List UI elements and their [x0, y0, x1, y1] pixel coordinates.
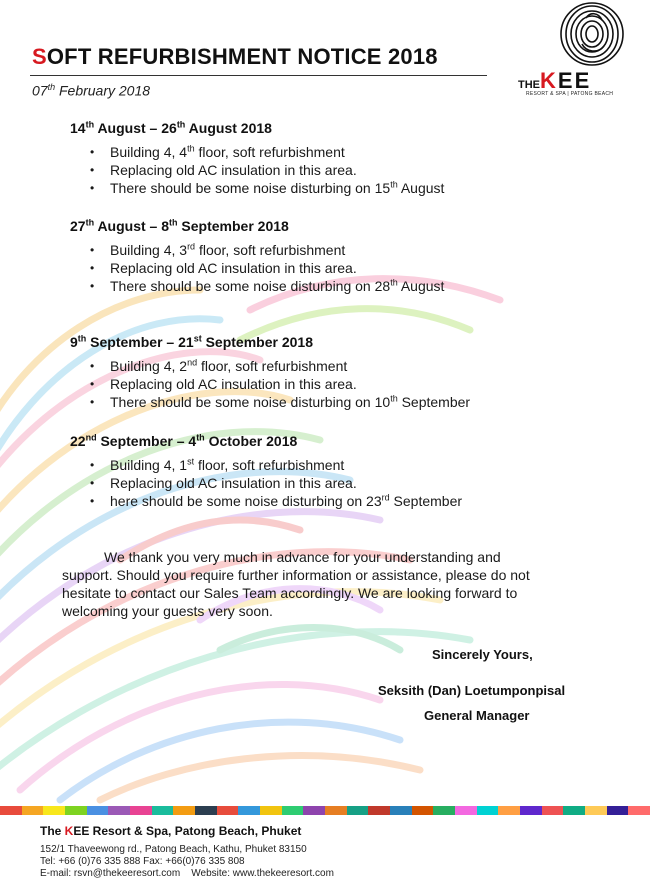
notice-section	[70, 218, 590, 295]
color-strip-segment	[347, 806, 369, 815]
signature-closing: Sincerely Yours,	[432, 647, 533, 662]
page-title	[32, 44, 438, 70]
date-day: 07	[32, 82, 48, 99]
bullet-item: • Building 4, 3rd floor, soft refurbishment	[90, 241, 590, 259]
section-heading: 9th September – 21st September 2018	[70, 333, 313, 350]
bullet-item: • There should be some noise disturbing on 28th August	[90, 277, 590, 295]
color-strip-segment	[303, 806, 325, 815]
title-text: OFT REFURBISHMENT NOTICE 2018	[46, 44, 438, 69]
paragraph-line: We thank you very much in advance for your understanding and	[104, 549, 501, 565]
color-strip-segment	[282, 806, 304, 815]
notice-section	[70, 120, 590, 197]
title-initial: S	[32, 44, 47, 69]
color-strip-segment	[195, 806, 217, 815]
date-month-year: February 2018	[55, 82, 151, 99]
color-strip-segment	[325, 806, 347, 815]
color-strip-segment	[563, 806, 585, 815]
bullet-item: • Building 4, 4th floor, soft refurbishment	[90, 143, 590, 161]
notice-date	[32, 82, 150, 99]
color-strip-segment	[152, 806, 174, 815]
logo-the: THE	[518, 79, 540, 91]
color-strip-segment	[520, 806, 542, 815]
footer-address: 152/1 Thaveewong rd., Patong Beach, Kathu, Phuket 83150	[40, 844, 307, 855]
logo-tagline: RESORT & SPA | PATONG BEACH	[526, 91, 614, 97]
section-bullets	[70, 357, 590, 411]
bullet-item: • Replacing old AC insulation in this area.	[90, 259, 590, 277]
signature-name: Seksith (Dan) Loetumponpisal	[378, 683, 566, 698]
bullet-item: • There should be some noise disturbing on 15th August	[90, 179, 590, 197]
section-bullets	[70, 241, 590, 295]
paragraph-line: hesitate to contact our Sales Team accordingly. We are looking forward to	[62, 585, 518, 601]
color-strip-segment	[433, 806, 455, 815]
color-strip-segment	[542, 806, 564, 815]
color-strip-segment	[238, 806, 260, 815]
color-strip-segment	[130, 806, 152, 815]
footer-resort-name: The KEE Resort & Spa, Patong Beach, Phuket	[40, 824, 302, 838]
color-strip-segment	[22, 806, 44, 815]
footer	[40, 824, 620, 880]
bullet-item: • Building 4, 2nd floor, soft refurbishment	[90, 357, 590, 375]
date-suffix: th	[47, 82, 56, 92]
logo-ee: EE	[557, 68, 592, 93]
color-strip-segment	[87, 806, 109, 815]
color-strip-segment	[412, 806, 434, 815]
color-strip	[0, 806, 650, 815]
notice-section	[70, 334, 590, 411]
footer-phone: Tel: +66 (0)76 335 888 Fax: +66(0)76 335 808	[40, 856, 245, 867]
color-strip-segment	[628, 806, 650, 815]
title-divider	[30, 75, 487, 76]
section-bullets	[70, 143, 590, 197]
color-strip-segment	[217, 806, 239, 815]
color-strip-segment	[455, 806, 477, 815]
bullet-item: • Replacing old AC insulation in this area.	[90, 161, 590, 179]
section-bullets	[70, 456, 590, 510]
color-strip-segment	[65, 806, 87, 815]
color-strip-segment	[585, 806, 607, 815]
color-strip-segment	[498, 806, 520, 815]
footer-contact: E-mail: rsvn@thekeeresort.com Website: www.thekeeresort.com	[40, 868, 334, 879]
paragraph-line: welcoming your guests very soon.	[62, 603, 273, 619]
bullet-item: • Replacing old AC insulation in this area.	[90, 474, 590, 492]
paragraph-line: support. Should you require further information or assistance, please do not	[62, 567, 530, 583]
notice-section	[70, 433, 590, 510]
bullet-item: • There should be some noise disturbing on 10th September	[90, 393, 590, 411]
color-strip-segment	[260, 806, 282, 815]
color-strip-segment	[173, 806, 195, 815]
section-heading: 27th August – 8th September 2018	[70, 217, 289, 234]
thank-you-paragraph	[62, 548, 582, 620]
fingerprint-icon	[552, 0, 632, 68]
color-strip-segment	[0, 806, 22, 815]
section-heading: 14th August – 26th August 2018	[70, 119, 272, 136]
section-heading: 22nd September – 4th October 2018	[70, 432, 298, 449]
bullet-item: • here should be some noise disturbing on 23rd September	[90, 492, 590, 510]
color-strip-segment	[607, 806, 629, 815]
color-strip-segment	[477, 806, 499, 815]
bullet-item: • Building 4, 1st floor, soft refurbishment	[90, 456, 590, 474]
color-strip-segment	[390, 806, 412, 815]
color-strip-segment	[43, 806, 65, 815]
color-strip-segment	[368, 806, 390, 815]
signature-role: General Manager	[424, 708, 530, 723]
resort-logo	[516, 0, 634, 112]
bullet-item: • Replacing old AC insulation in this area.	[90, 375, 590, 393]
color-strip-segment	[108, 806, 130, 815]
logo-k: K	[540, 68, 558, 93]
